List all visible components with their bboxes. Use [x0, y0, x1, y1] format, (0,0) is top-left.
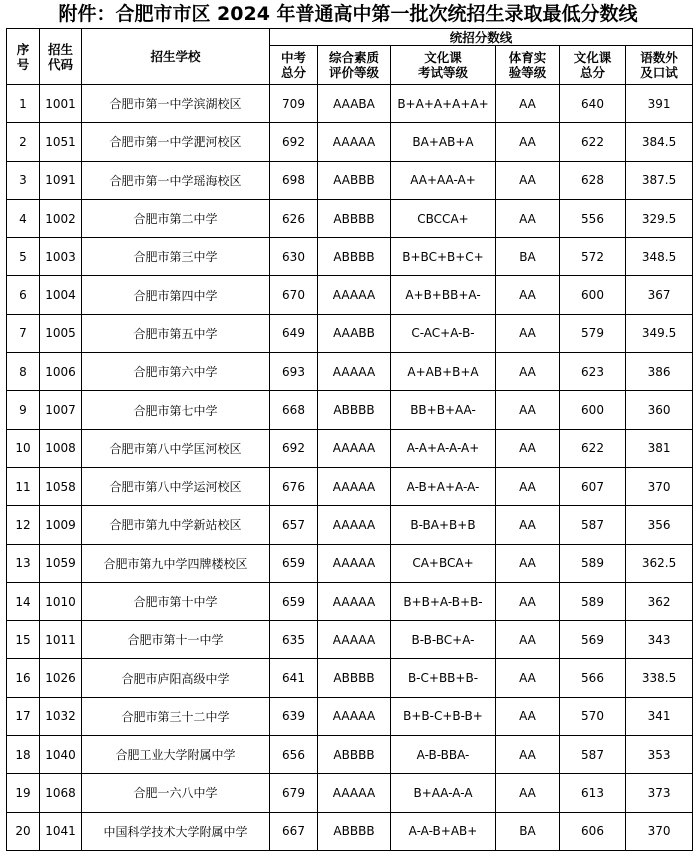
- table-row: [7, 314, 693, 352]
- cell-code: 1005: [40, 314, 82, 352]
- cell-culture-total: 622: [560, 123, 626, 161]
- cell-pe-grade: BA: [496, 812, 560, 850]
- cell-code: 1032: [40, 697, 82, 735]
- cell-lang-score: 387.5: [626, 161, 693, 199]
- table-row: [7, 276, 693, 314]
- cell-school: 合肥市第七中学: [82, 391, 270, 429]
- cell-quality: AAAAA: [318, 467, 391, 505]
- cell-seq: 4: [7, 199, 40, 237]
- cell-code: 1008: [40, 429, 82, 467]
- cell-culture-grade: B-BA+B+B: [391, 506, 496, 544]
- cell-lang-score: 329.5: [626, 199, 693, 237]
- cell-total: 667: [270, 812, 318, 850]
- cell-seq: 15: [7, 621, 40, 659]
- cell-culture-grade: BA+AB+A: [391, 123, 496, 161]
- header-total: 中考 总分: [270, 46, 318, 85]
- cell-culture-total: 572: [560, 238, 626, 276]
- cell-total: 692: [270, 429, 318, 467]
- cell-culture-total: 622: [560, 429, 626, 467]
- cell-culture-grade: B+BC+B+C+: [391, 238, 496, 276]
- cell-seq: 8: [7, 353, 40, 391]
- cell-total: 709: [270, 85, 318, 123]
- cell-school: 合肥市第三十二中学: [82, 697, 270, 735]
- cell-school: 合肥市第四中学: [82, 276, 270, 314]
- table-row: [7, 391, 693, 429]
- table-row: [7, 85, 693, 123]
- cell-total: 692: [270, 123, 318, 161]
- cell-culture-total: 569: [560, 621, 626, 659]
- cell-lang-score: 348.5: [626, 238, 693, 276]
- cell-pe-grade: AA: [496, 506, 560, 544]
- cell-code: 1003: [40, 238, 82, 276]
- cell-pe-grade: AA: [496, 467, 560, 505]
- cell-pe-grade: AA: [496, 429, 560, 467]
- cell-total: 641: [270, 659, 318, 697]
- cell-quality: AAABB: [318, 314, 391, 352]
- header-quality: 综合素质 评价等级: [318, 46, 391, 85]
- cell-pe-grade: BA: [496, 238, 560, 276]
- admission-score-table: [6, 28, 693, 851]
- cell-quality: AAABA: [318, 85, 391, 123]
- cell-quality: AAAAA: [318, 123, 391, 161]
- cell-culture-grade: C-AC+A-B-: [391, 314, 496, 352]
- cell-lang-score: 381: [626, 429, 693, 467]
- cell-quality: AAAAA: [318, 582, 391, 620]
- table-row: [7, 467, 693, 505]
- cell-code: 1002: [40, 199, 82, 237]
- cell-culture-total: 613: [560, 774, 626, 812]
- table-row: [7, 544, 693, 582]
- cell-seq: 12: [7, 506, 40, 544]
- header-culture-total: 文化课 总分: [560, 46, 626, 85]
- table-row: [7, 621, 693, 659]
- cell-lang-score: 341: [626, 697, 693, 735]
- cell-seq: 11: [7, 467, 40, 505]
- cell-pe-grade: AA: [496, 353, 560, 391]
- cell-lang-score: 391: [626, 85, 693, 123]
- cell-culture-grade: CA+BCA+: [391, 544, 496, 582]
- cell-total: 676: [270, 467, 318, 505]
- cell-total: 639: [270, 697, 318, 735]
- cell-pe-grade: AA: [496, 774, 560, 812]
- cell-school: 合肥市第十一中学: [82, 621, 270, 659]
- cell-culture-grade: A+AB+B+A: [391, 353, 496, 391]
- cell-total: 649: [270, 314, 318, 352]
- cell-pe-grade: AA: [496, 736, 560, 774]
- cell-code: 1011: [40, 621, 82, 659]
- cell-pe-grade: AA: [496, 391, 560, 429]
- cell-culture-total: 606: [560, 812, 626, 850]
- cell-quality: ABBBB: [318, 199, 391, 237]
- table-row: [7, 697, 693, 735]
- document-title: 附件：合肥市市区 2024 年普通高中第一批次统招生录取最低分数线: [58, 3, 638, 25]
- cell-lang-score: 356: [626, 506, 693, 544]
- table-row: [7, 659, 693, 697]
- cell-code: 1026: [40, 659, 82, 697]
- cell-code: 1010: [40, 582, 82, 620]
- table-row: [7, 812, 693, 850]
- cell-pe-grade: AA: [496, 621, 560, 659]
- cell-school: 合肥市第八中学运河校区: [82, 467, 270, 505]
- cell-code: 1007: [40, 391, 82, 429]
- cell-school: 合肥市第一中学滨湖校区: [82, 85, 270, 123]
- cell-quality: ABBBB: [318, 238, 391, 276]
- table-row: [7, 582, 693, 620]
- cell-lang-score: 386: [626, 353, 693, 391]
- cell-lang-score: 343: [626, 621, 693, 659]
- table-row: [7, 774, 693, 812]
- cell-culture-grade: BB+B+AA-: [391, 391, 496, 429]
- cell-culture-total: 628: [560, 161, 626, 199]
- cell-quality: AABBB: [318, 161, 391, 199]
- cell-school: 合肥市第六中学: [82, 353, 270, 391]
- cell-total: 659: [270, 582, 318, 620]
- cell-quality: AAAAA: [318, 697, 391, 735]
- cell-culture-total: 566: [560, 659, 626, 697]
- cell-culture-grade: AA+AA-A+: [391, 161, 496, 199]
- cell-pe-grade: AA: [496, 85, 560, 123]
- cell-seq: 1: [7, 85, 40, 123]
- cell-pe-grade: AA: [496, 582, 560, 620]
- cell-quality: AAAAA: [318, 429, 391, 467]
- cell-seq: 6: [7, 276, 40, 314]
- cell-total: 679: [270, 774, 318, 812]
- cell-total: 668: [270, 391, 318, 429]
- header-pe-grade: 体育实 验等级: [496, 46, 560, 85]
- cell-culture-grade: CBCCA+: [391, 199, 496, 237]
- table-row: [7, 161, 693, 199]
- cell-culture-total: 589: [560, 582, 626, 620]
- cell-culture-total: 607: [560, 467, 626, 505]
- cell-lang-score: 370: [626, 812, 693, 850]
- header-score-group: 统招分数线: [270, 29, 693, 46]
- header-school: 招生学校: [82, 29, 270, 85]
- cell-seq: 20: [7, 812, 40, 850]
- cell-quality: AAAAA: [318, 276, 391, 314]
- cell-seq: 3: [7, 161, 40, 199]
- cell-code: 1058: [40, 467, 82, 505]
- cell-seq: 18: [7, 736, 40, 774]
- cell-school: 合肥市第九中学四牌楼校区: [82, 544, 270, 582]
- table-row: [7, 353, 693, 391]
- cell-total: 626: [270, 199, 318, 237]
- cell-seq: 19: [7, 774, 40, 812]
- cell-quality: ABBBB: [318, 391, 391, 429]
- table-header: [7, 29, 693, 85]
- cell-seq: 9: [7, 391, 40, 429]
- cell-culture-grade: B+AA-A-A: [391, 774, 496, 812]
- cell-culture-total: 600: [560, 276, 626, 314]
- cell-total: 630: [270, 238, 318, 276]
- cell-quality: AAAAA: [318, 774, 391, 812]
- cell-total: 635: [270, 621, 318, 659]
- cell-culture-grade: B-B-BC+A-: [391, 621, 496, 659]
- cell-school: 中国科学技术大学附属中学: [82, 812, 270, 850]
- cell-quality: ABBBB: [318, 659, 391, 697]
- cell-school: 合肥市第三中学: [82, 238, 270, 276]
- cell-total: 657: [270, 506, 318, 544]
- cell-lang-score: 384.5: [626, 123, 693, 161]
- cell-pe-grade: AA: [496, 544, 560, 582]
- cell-school: 合肥工业大学附属中学: [82, 736, 270, 774]
- cell-culture-grade: A-A+A-A-A+: [391, 429, 496, 467]
- cell-code: 1006: [40, 353, 82, 391]
- cell-code: 1091: [40, 161, 82, 199]
- cell-culture-grade: B+A+A+A+A+: [391, 85, 496, 123]
- cell-pe-grade: AA: [496, 697, 560, 735]
- cell-culture-total: 623: [560, 353, 626, 391]
- cell-school: 合肥市第一中学淝河校区: [82, 123, 270, 161]
- header-row-top: [7, 29, 693, 46]
- table-row: [7, 506, 693, 544]
- cell-culture-total: 587: [560, 506, 626, 544]
- cell-culture-total: 556: [560, 199, 626, 237]
- header-lang-score: 语数外 及口试: [626, 46, 693, 85]
- cell-seq: 16: [7, 659, 40, 697]
- cell-total: 659: [270, 544, 318, 582]
- cell-culture-grade: A-B-BBA-: [391, 736, 496, 774]
- cell-lang-score: 370: [626, 467, 693, 505]
- cell-school: 合肥市第五中学: [82, 314, 270, 352]
- cell-lang-score: 362: [626, 582, 693, 620]
- table-row: [7, 736, 693, 774]
- cell-quality: AAAAA: [318, 544, 391, 582]
- cell-quality: AAAAA: [318, 506, 391, 544]
- cell-code: 1001: [40, 85, 82, 123]
- cell-culture-total: 579: [560, 314, 626, 352]
- header-code: 招生 代码: [40, 29, 82, 85]
- cell-culture-grade: B+B-C+B-B+: [391, 697, 496, 735]
- cell-total: 698: [270, 161, 318, 199]
- cell-code: 1004: [40, 276, 82, 314]
- cell-quality: ABBBB: [318, 736, 391, 774]
- cell-culture-total: 589: [560, 544, 626, 582]
- header-culture-grade: 文化课 考试等级: [391, 46, 496, 85]
- cell-culture-total: 640: [560, 85, 626, 123]
- cell-seq: 7: [7, 314, 40, 352]
- cell-school: 合肥市第八中学匡河校区: [82, 429, 270, 467]
- cell-code: 1059: [40, 544, 82, 582]
- cell-lang-score: 362.5: [626, 544, 693, 582]
- cell-school: 合肥市第九中学新站校区: [82, 506, 270, 544]
- cell-seq: 10: [7, 429, 40, 467]
- table-row: [7, 199, 693, 237]
- table-row: [7, 429, 693, 467]
- cell-school: 合肥市第十中学: [82, 582, 270, 620]
- cell-culture-grade: A-B+A+A-A-: [391, 467, 496, 505]
- cell-culture-total: 600: [560, 391, 626, 429]
- cell-seq: 13: [7, 544, 40, 582]
- cell-quality: AAAAA: [318, 353, 391, 391]
- cell-total: 656: [270, 736, 318, 774]
- cell-school: 合肥市第二中学: [82, 199, 270, 237]
- cell-culture-grade: A-A-B+AB+: [391, 812, 496, 850]
- header-seq: 序 号: [7, 29, 40, 85]
- cell-seq: 5: [7, 238, 40, 276]
- cell-code: 1068: [40, 774, 82, 812]
- cell-code: 1051: [40, 123, 82, 161]
- cell-culture-total: 587: [560, 736, 626, 774]
- cell-school: 合肥市第一中学瑶海校区: [82, 161, 270, 199]
- cell-school: 合肥一六八中学: [82, 774, 270, 812]
- cell-culture-grade: B-C+BB+B-: [391, 659, 496, 697]
- cell-lang-score: 353: [626, 736, 693, 774]
- cell-lang-score: 367: [626, 276, 693, 314]
- table-body: [7, 85, 693, 851]
- cell-pe-grade: AA: [496, 314, 560, 352]
- table-row: [7, 238, 693, 276]
- cell-code: 1009: [40, 506, 82, 544]
- cell-pe-grade: AA: [496, 123, 560, 161]
- cell-total: 693: [270, 353, 318, 391]
- cell-code: 1040: [40, 736, 82, 774]
- cell-culture-grade: A+B+BB+A-: [391, 276, 496, 314]
- cell-seq: 2: [7, 123, 40, 161]
- cell-code: 1041: [40, 812, 82, 850]
- cell-pe-grade: AA: [496, 659, 560, 697]
- cell-lang-score: 373: [626, 774, 693, 812]
- cell-pe-grade: AA: [496, 276, 560, 314]
- cell-culture-total: 570: [560, 697, 626, 735]
- cell-seq: 14: [7, 582, 40, 620]
- cell-school: 合肥市庐阳高级中学: [82, 659, 270, 697]
- table-row: [7, 123, 693, 161]
- cell-total: 670: [270, 276, 318, 314]
- cell-lang-score: 349.5: [626, 314, 693, 352]
- cell-quality: ABBBB: [318, 812, 391, 850]
- cell-quality: AAAAA: [318, 621, 391, 659]
- cell-culture-grade: B+B+A-B+B-: [391, 582, 496, 620]
- cell-lang-score: 338.5: [626, 659, 693, 697]
- cell-pe-grade: AA: [496, 199, 560, 237]
- cell-lang-score: 360: [626, 391, 693, 429]
- cell-pe-grade: AA: [496, 161, 560, 199]
- cell-seq: 17: [7, 697, 40, 735]
